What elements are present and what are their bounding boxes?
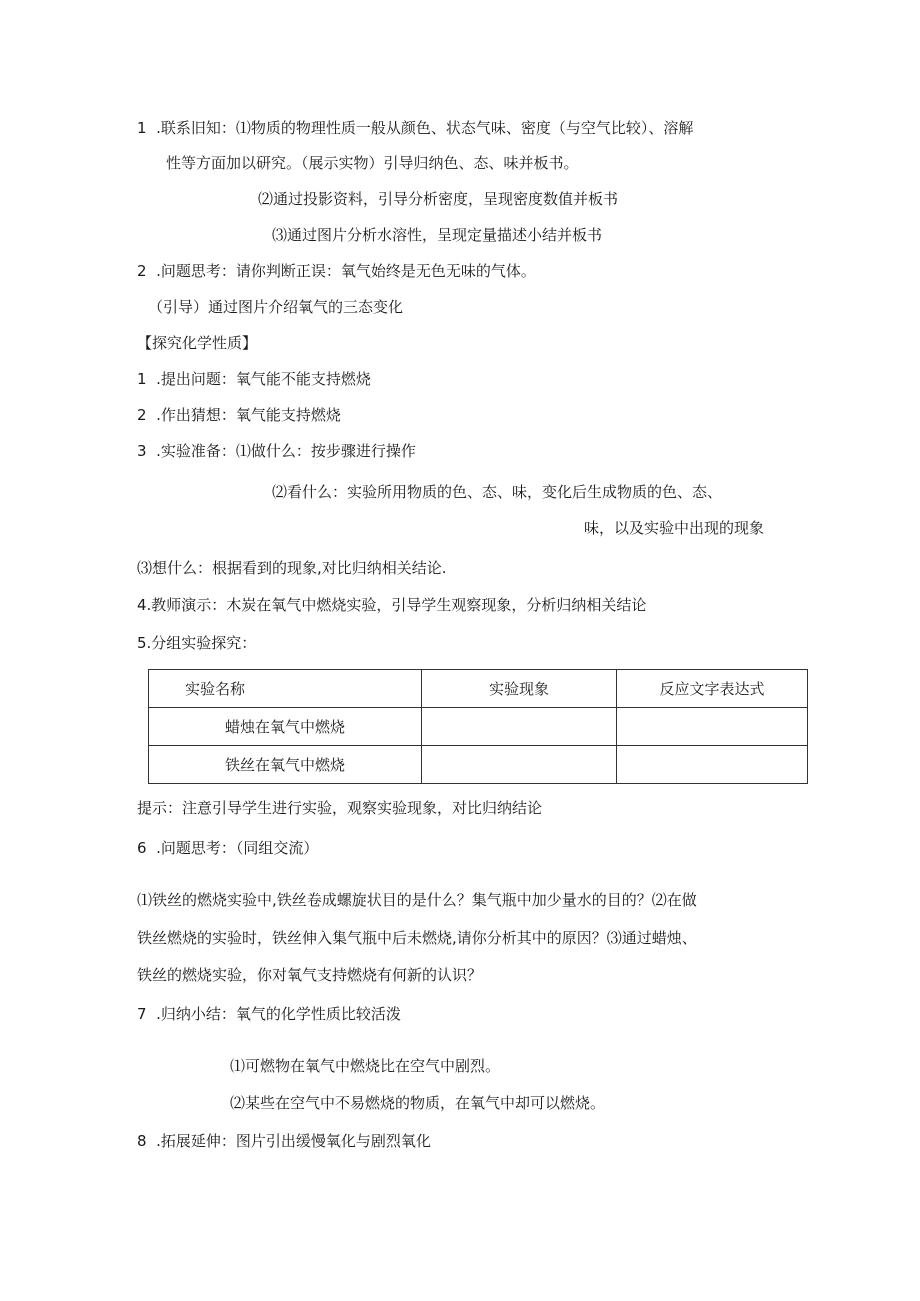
step-3-look-cont: 味，以及实验中出现的现象 [584, 519, 765, 537]
step-5: 5.分组实验探究： [137, 634, 257, 652]
table-row [149, 708, 808, 746]
table-cell [617, 708, 808, 746]
step-4: 4.教师演示：木炭在氧气中燃烧实验，引导学生观察现象，分析归纳相关结论 [137, 596, 647, 614]
step-2: 2 .作出猜想：氧气能支持燃烧 [137, 406, 341, 424]
section-heading: 【探究化学性质】 [137, 334, 258, 352]
question-line-1: ⑴铁丝的燃烧实验中,铁丝卷成螺旋状目的是什么？集气瓶中加少量水的目的？⑵在做 [137, 891, 697, 909]
table-row [149, 746, 808, 784]
experiment-table [148, 669, 808, 784]
table-header: 实验现象 [422, 670, 617, 708]
step-7-point-2: ⑵某些在空气中不易燃烧的物质，在氧气中却可以燃烧。 [230, 1094, 606, 1112]
step-3-look: ⑵看什么：实验所用物质的色、态、味，变化后生成物质的色、态、 [272, 483, 723, 501]
table-header-row [149, 670, 808, 708]
step-1: 1 .提出问题：氧气能不能支持燃烧 [137, 370, 371, 388]
item-1-line-1: 1 .联系旧知：⑴物质的物理性质一般从颜色、状态气味、密度（与空气比较）、溶解 [137, 119, 694, 137]
step-6: 6 .问题思考：（同组交流） [137, 839, 319, 857]
table-cell: 蜡烛在氧气中燃烧 [149, 708, 422, 746]
item-1-line-2: 性等方面加以研究。（展示实物）引导归纳色、态、味并板书。 [166, 154, 579, 172]
item-2: 2 .问题思考：请你判断正误：氧气始终是无色无味的气体。 [137, 262, 536, 280]
step-8: 8 .拓展延伸：图片引出缓慢氧化与剧烈氧化 [137, 1132, 431, 1150]
item-1-line-3: ⑵通过投影资料，引导分析密度，呈现密度数值并板书 [258, 190, 619, 208]
hint: 提示：注意引导学生进行实验，观察实验现象，对比归纳结论 [137, 799, 543, 817]
item-2-guide: （引导）通过图片介绍氧气的三态变化 [148, 298, 404, 316]
step-7: 7 .归纳小结：氧气的化学性质比较活泼 [137, 1005, 401, 1023]
step-3: 3 .实验准备：⑴做什么：按步骤进行操作 [137, 442, 416, 460]
step-7-point-1: ⑴可燃物在氧气中燃烧比在空气中剧烈。 [230, 1057, 501, 1075]
table-cell [422, 708, 617, 746]
table-header: 实验名称 [149, 670, 422, 708]
item-1-line-4: ⑶通过图片分析水溶性，呈现定量描述小结并板书 [272, 226, 603, 244]
question-line-2: 铁丝燃烧的实验时，铁丝伸入集气瓶中后未燃烧,请你分析其中的原因？⑶通过蜡烛、 [137, 929, 697, 947]
table-cell [617, 746, 808, 784]
table-cell [422, 746, 617, 784]
table-header: 反应文字表达式 [617, 670, 808, 708]
table-cell: 铁丝在氧气中燃烧 [149, 746, 422, 784]
question-line-3: 铁丝的燃烧实验，你对氧气支持燃烧有何新的认识？ [137, 966, 483, 984]
step-3-think: ⑶想什么：根据看到的现象,对比归纳相关结论. [137, 559, 447, 577]
